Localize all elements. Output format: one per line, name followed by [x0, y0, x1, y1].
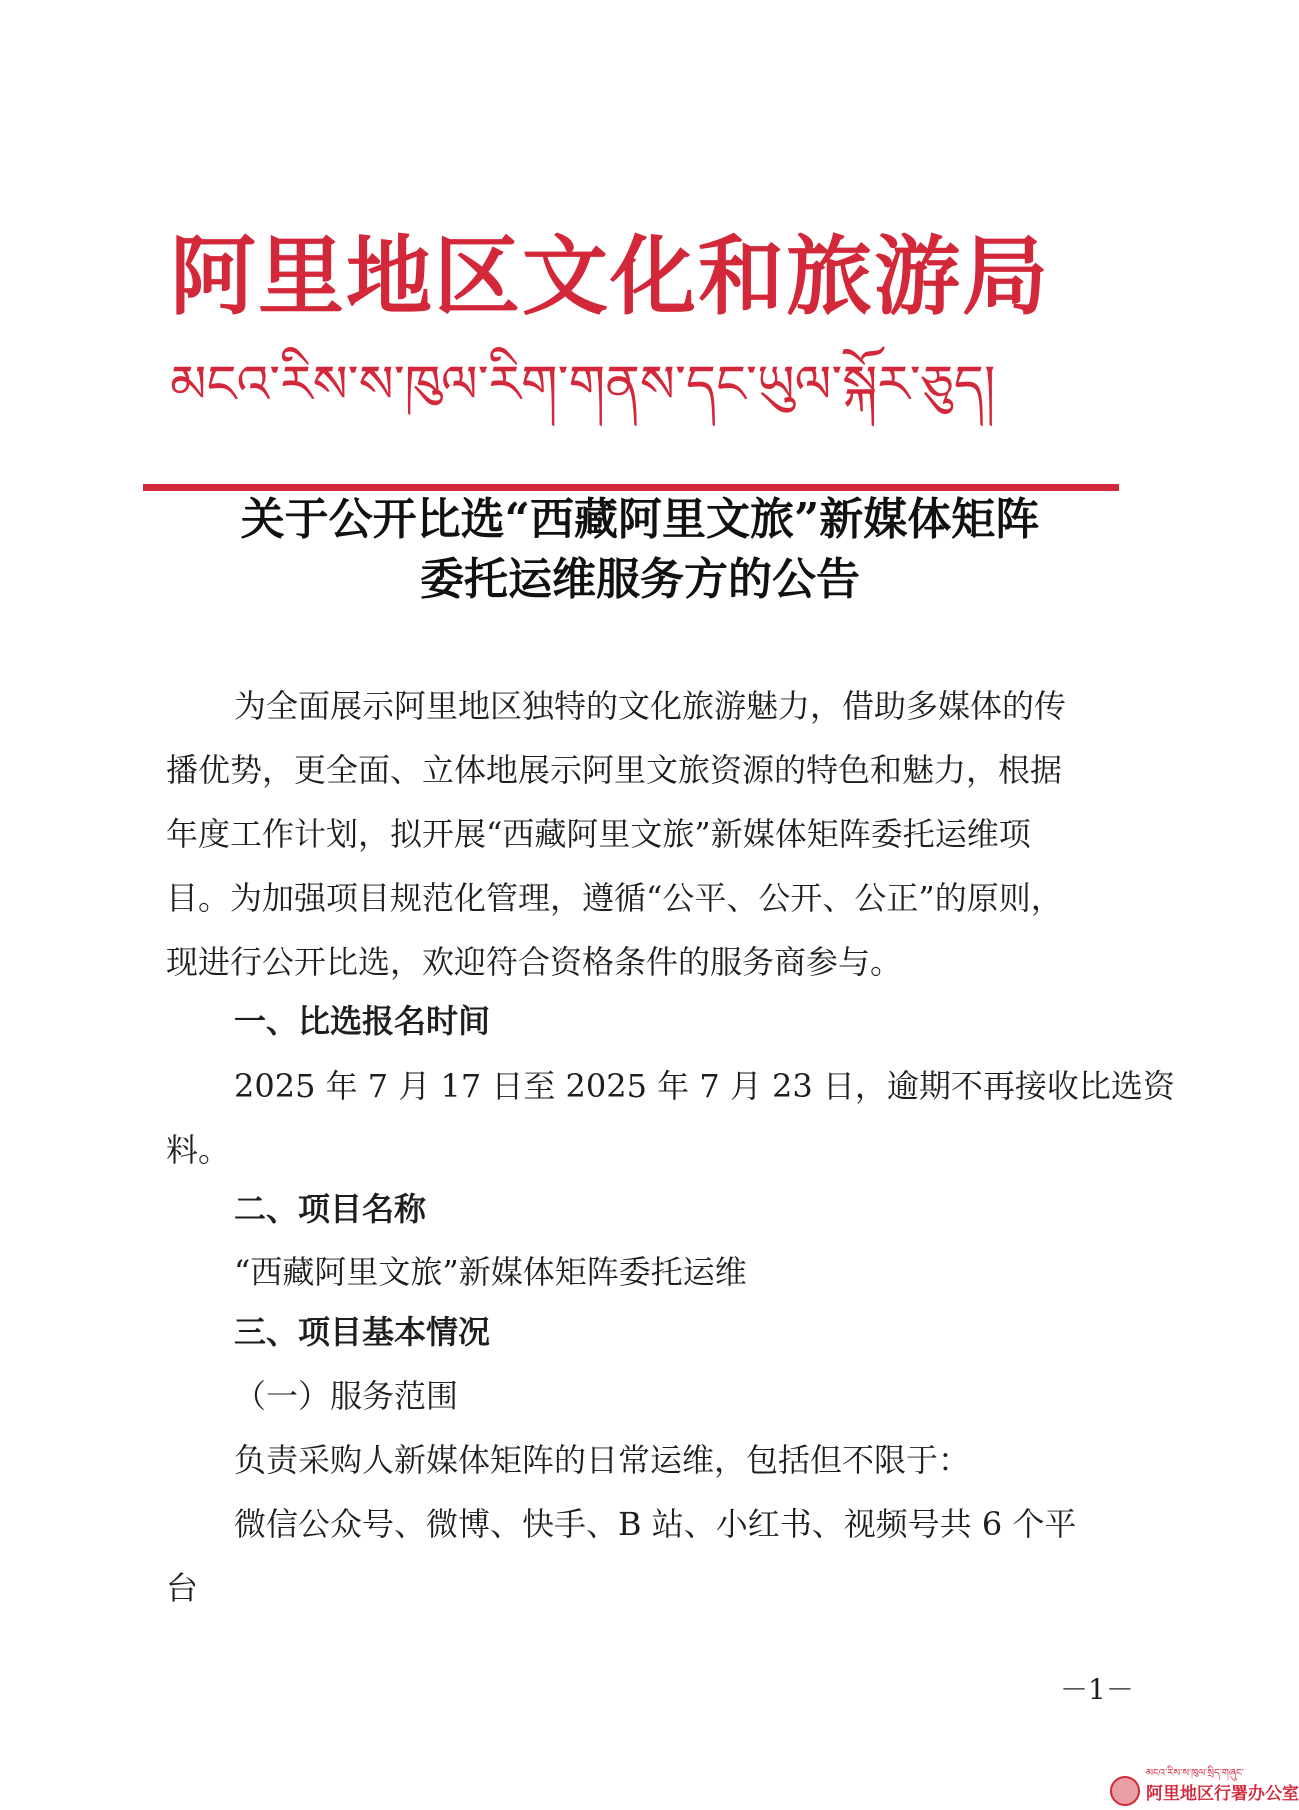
- section-heading-project-overview: 三、项目基本情况: [234, 1313, 491, 1351]
- title-line-1: 关于公开比选“西藏阿里文旅”新媒体矩阵: [240, 494, 1040, 545]
- paragraph-line: 年度工作计划，拟开展“西藏阿里文旅”新媒体矩阵委托运维项: [166, 815, 1031, 853]
- paragraph-line: 负责采购人新媒体矩阵的日常运维，包括但不限于：: [234, 1441, 971, 1479]
- paragraph-line: 现进行公开比选，欢迎符合资格条件的服务商参与。: [166, 943, 903, 981]
- paragraph-line: 2025 年 7 月 17 日至 2025 年 7 月 23 日，逾期不再接收比选资: [234, 1067, 1175, 1105]
- section-heading-registration-time: 一、比选报名时间: [234, 1002, 491, 1040]
- paragraph-line: 料。: [166, 1131, 231, 1169]
- paragraph-line: 播优势，更全面、立体地展示阿里文旅资源的特色和魅力，根据: [166, 751, 1063, 789]
- section-heading-project-name: 二、项目名称: [234, 1190, 427, 1228]
- paragraph-line: 目。为加强项目规范化管理，遵循“公平、公开、公正”的原则，: [166, 879, 1063, 917]
- org-name-tibetan: མངའ་རིས་ས་ཁུལ་རིག་གནས་དང་ཡུལ་སྐོར་ཅུད།: [170, 355, 996, 415]
- issuer-tibetan: མངའ་རིས་ས་ཁུལ་སྲིད་གཞུང་: [1146, 1768, 1244, 1779]
- subsection-heading-service-scope: （一）服务范围: [234, 1377, 459, 1415]
- org-name-chinese: 阿里地区文化和旅游局: [170, 226, 1050, 327]
- page-number: －1－: [1060, 1673, 1134, 1706]
- paragraph-line: 台: [166, 1569, 199, 1607]
- paragraph-line: 为全面展示阿里地区独特的文化旅游魅力，借助多媒体的传: [234, 687, 1067, 725]
- paragraph-line: 微信公众号、微博、快手、B 站、小红书、视频号共 6 个平: [234, 1505, 1077, 1543]
- title-line-2: 委托运维服务方的公告: [420, 554, 860, 605]
- paragraph-line: “西藏阿里文旅”新媒体矩阵委托运维: [234, 1253, 747, 1291]
- issuer-name: 阿里地区行署办公室: [1146, 1784, 1299, 1804]
- issuer-watermark: [1110, 1768, 1299, 1810]
- national-emblem-icon: [1110, 1776, 1140, 1806]
- document-title: [140, 490, 1140, 610]
